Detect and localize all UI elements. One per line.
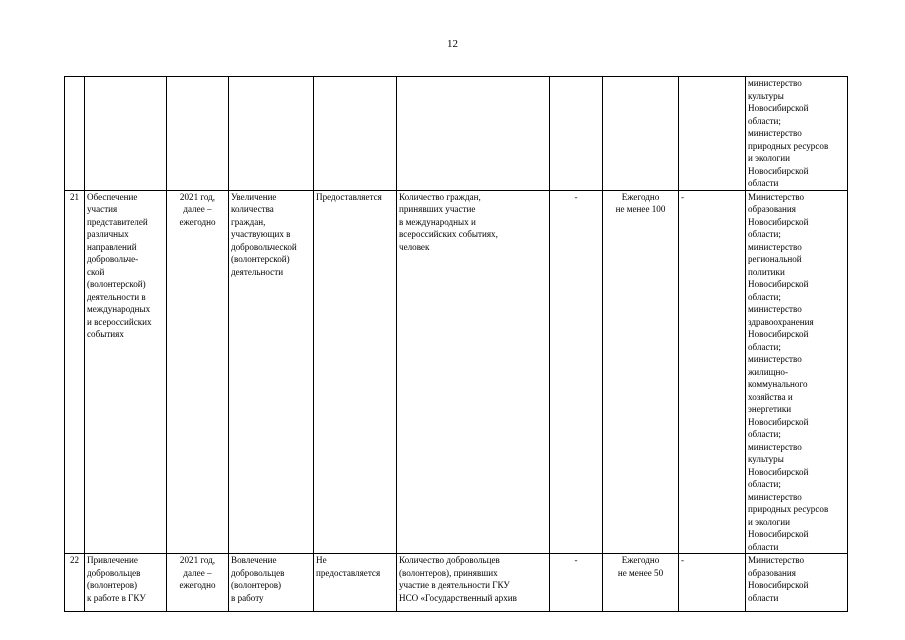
cell-line: Министерство	[748, 191, 805, 202]
cell-line: (волонтеров)	[87, 580, 138, 590]
cell-line: региональной	[748, 254, 802, 264]
cell-line: ской	[87, 266, 105, 277]
cell-line: -	[681, 555, 685, 565]
cell-line: природных ресурсов	[748, 504, 829, 514]
cell-line: Количество граждан,	[399, 191, 481, 202]
cell-line: всероссийских событиях,	[399, 229, 498, 239]
cell-line: министерство	[748, 441, 802, 452]
cell-line: области;	[748, 229, 781, 239]
cell-line: Новосибирской	[748, 103, 809, 113]
cell-line: Ежегодно	[621, 191, 660, 202]
cell-line: области;	[748, 341, 781, 352]
cell-line: Увеличение	[231, 191, 277, 202]
cell-line: не менее 50	[617, 567, 664, 578]
table-body	[65, 77, 848, 612]
cell-line: Ежегодно	[621, 555, 660, 565]
table-row	[65, 554, 848, 612]
cell-support	[314, 77, 397, 191]
page-number: 12	[447, 38, 458, 50]
cell-line: предоставляется	[316, 567, 381, 578]
cell-line: Обеспечение	[87, 191, 138, 202]
cell-line: Новосибирской	[748, 580, 809, 590]
cell-line: Вовлечение	[231, 555, 277, 565]
cell-line: (волонтерской)	[231, 254, 290, 264]
cell-line: количества	[231, 204, 274, 214]
cell-line: министерство	[748, 354, 802, 364]
cell-period	[167, 554, 229, 612]
cell-line: ежегодно	[179, 580, 216, 590]
cell-line: участие в деятельности ГКУ	[399, 580, 510, 590]
cell-line: образования	[748, 204, 796, 214]
cell-support	[314, 554, 397, 612]
cell-line: в международных и	[399, 216, 476, 227]
cell-line: области;	[748, 429, 781, 439]
cell-line: событиях	[87, 329, 124, 339]
cell-line: Новосибирской	[748, 416, 809, 427]
cell-indicator	[397, 190, 550, 554]
cell-line: Новосибирской	[748, 279, 809, 289]
cell-line: министерство	[748, 78, 802, 88]
cell-line: не менее 100	[615, 204, 666, 214]
cell-line: ежегодно	[179, 216, 216, 227]
cell-number	[65, 190, 85, 554]
cell-result	[229, 190, 314, 554]
cell-line: НСО «Государственный архив	[399, 592, 517, 603]
cell-line: деятельности	[231, 266, 284, 277]
cell-line: области	[748, 592, 779, 603]
cell-line: политики	[748, 266, 785, 277]
cell-line: международных	[87, 304, 151, 314]
cell-line: природных ресурсов	[748, 140, 829, 151]
cell-line: добровольцев	[87, 567, 141, 578]
cell-line: -	[574, 555, 578, 565]
cell-line: 21	[69, 191, 80, 202]
cell-line: 2021 год,	[179, 555, 216, 565]
cell-line: -	[574, 191, 578, 202]
cell-line: здравоохранения	[748, 316, 814, 327]
cell-executors	[746, 77, 848, 191]
table-row	[65, 77, 848, 191]
cell-line: добровольцев	[231, 567, 285, 578]
cell-line: (волонтеров)	[231, 580, 282, 590]
cell-line: представителей	[87, 216, 148, 227]
cell-line: деятельности в	[87, 291, 146, 302]
cell-line: Министерство	[748, 555, 805, 565]
cell-indicator	[397, 77, 550, 191]
cell-line: Не	[316, 555, 327, 565]
cell-line: Новосибирской	[748, 165, 809, 176]
cell-line: культуры	[748, 90, 784, 101]
cell-line: Количество добровольцев	[399, 555, 500, 565]
cell-line: министерство	[748, 491, 802, 502]
cell-line: 2021 год,	[179, 191, 216, 202]
cell-line: далее –	[183, 567, 212, 578]
cell-line: области;	[748, 479, 781, 489]
cell-line: Новосибирской	[748, 216, 809, 227]
cell-line: участия	[87, 204, 118, 214]
cell-number	[65, 554, 85, 612]
cell-line: добровольческой	[231, 241, 297, 252]
cell-line: добровольче-	[87, 254, 139, 264]
cell-line: граждан,	[231, 216, 266, 227]
cell-line: коммунального	[748, 379, 808, 389]
cell-line: и всероссийских	[87, 316, 152, 327]
cell-period	[167, 190, 229, 554]
cell-extra	[679, 190, 746, 554]
table-row	[65, 190, 848, 554]
cell-extra	[679, 554, 746, 612]
cell-support	[314, 190, 397, 554]
cell-line: -	[681, 191, 685, 202]
cell-period	[167, 77, 229, 191]
cell-line: образования	[748, 567, 796, 578]
cell-target	[603, 190, 679, 554]
cell-measure	[85, 190, 167, 554]
cell-line: и экологии	[748, 516, 790, 527]
cell-measure	[85, 77, 167, 191]
cell-line: к работе в ГКУ	[87, 592, 146, 603]
cell-line: энергетики	[748, 404, 792, 414]
cell-line: Новосибирской	[748, 466, 809, 477]
cell-line: хозяйства и	[748, 391, 793, 402]
cell-line: 22	[69, 555, 80, 565]
cell-line: министерство	[748, 304, 802, 314]
cell-line: Новосибирской	[748, 529, 809, 539]
cell-line: различных	[87, 229, 129, 239]
cell-result	[229, 77, 314, 191]
cell-line: далее –	[183, 204, 212, 214]
cell-line: участвующих в	[231, 229, 291, 239]
cell-result	[229, 554, 314, 612]
cell-target	[603, 77, 679, 191]
cell-line: области	[748, 541, 779, 552]
cell-line: (волонтерской)	[87, 279, 146, 289]
cell-line: направлений	[87, 241, 137, 252]
cell-line: жилищно-	[748, 366, 788, 377]
cell-line: министерство	[748, 128, 802, 138]
cell-line: принявших участие	[399, 204, 476, 214]
cell-line: области	[748, 178, 779, 188]
cell-line: и экологии	[748, 153, 790, 163]
cell-line: Привлечение	[87, 555, 138, 565]
cell-line: Новосибирской	[748, 329, 809, 339]
cell-line: культуры	[748, 454, 784, 464]
cell-executors	[746, 554, 848, 612]
cell-extra	[679, 77, 746, 191]
cell-line: человек	[399, 241, 430, 252]
cell-line: (волонтеров), принявших	[399, 567, 498, 578]
cell-target	[603, 554, 679, 612]
cell-line: области;	[748, 291, 781, 302]
cell-line: Предоставляется	[316, 191, 382, 202]
cell-line: области;	[748, 115, 781, 126]
cell-line: министерство	[748, 241, 802, 252]
cell-baseline	[550, 77, 603, 191]
cell-line: в работу	[231, 592, 264, 603]
cell-baseline	[550, 554, 603, 612]
cell-baseline	[550, 190, 603, 554]
cell-measure	[85, 554, 167, 612]
cell-number	[65, 77, 85, 191]
cell-indicator	[397, 554, 550, 612]
measures-table	[64, 76, 848, 612]
cell-executors	[746, 190, 848, 554]
